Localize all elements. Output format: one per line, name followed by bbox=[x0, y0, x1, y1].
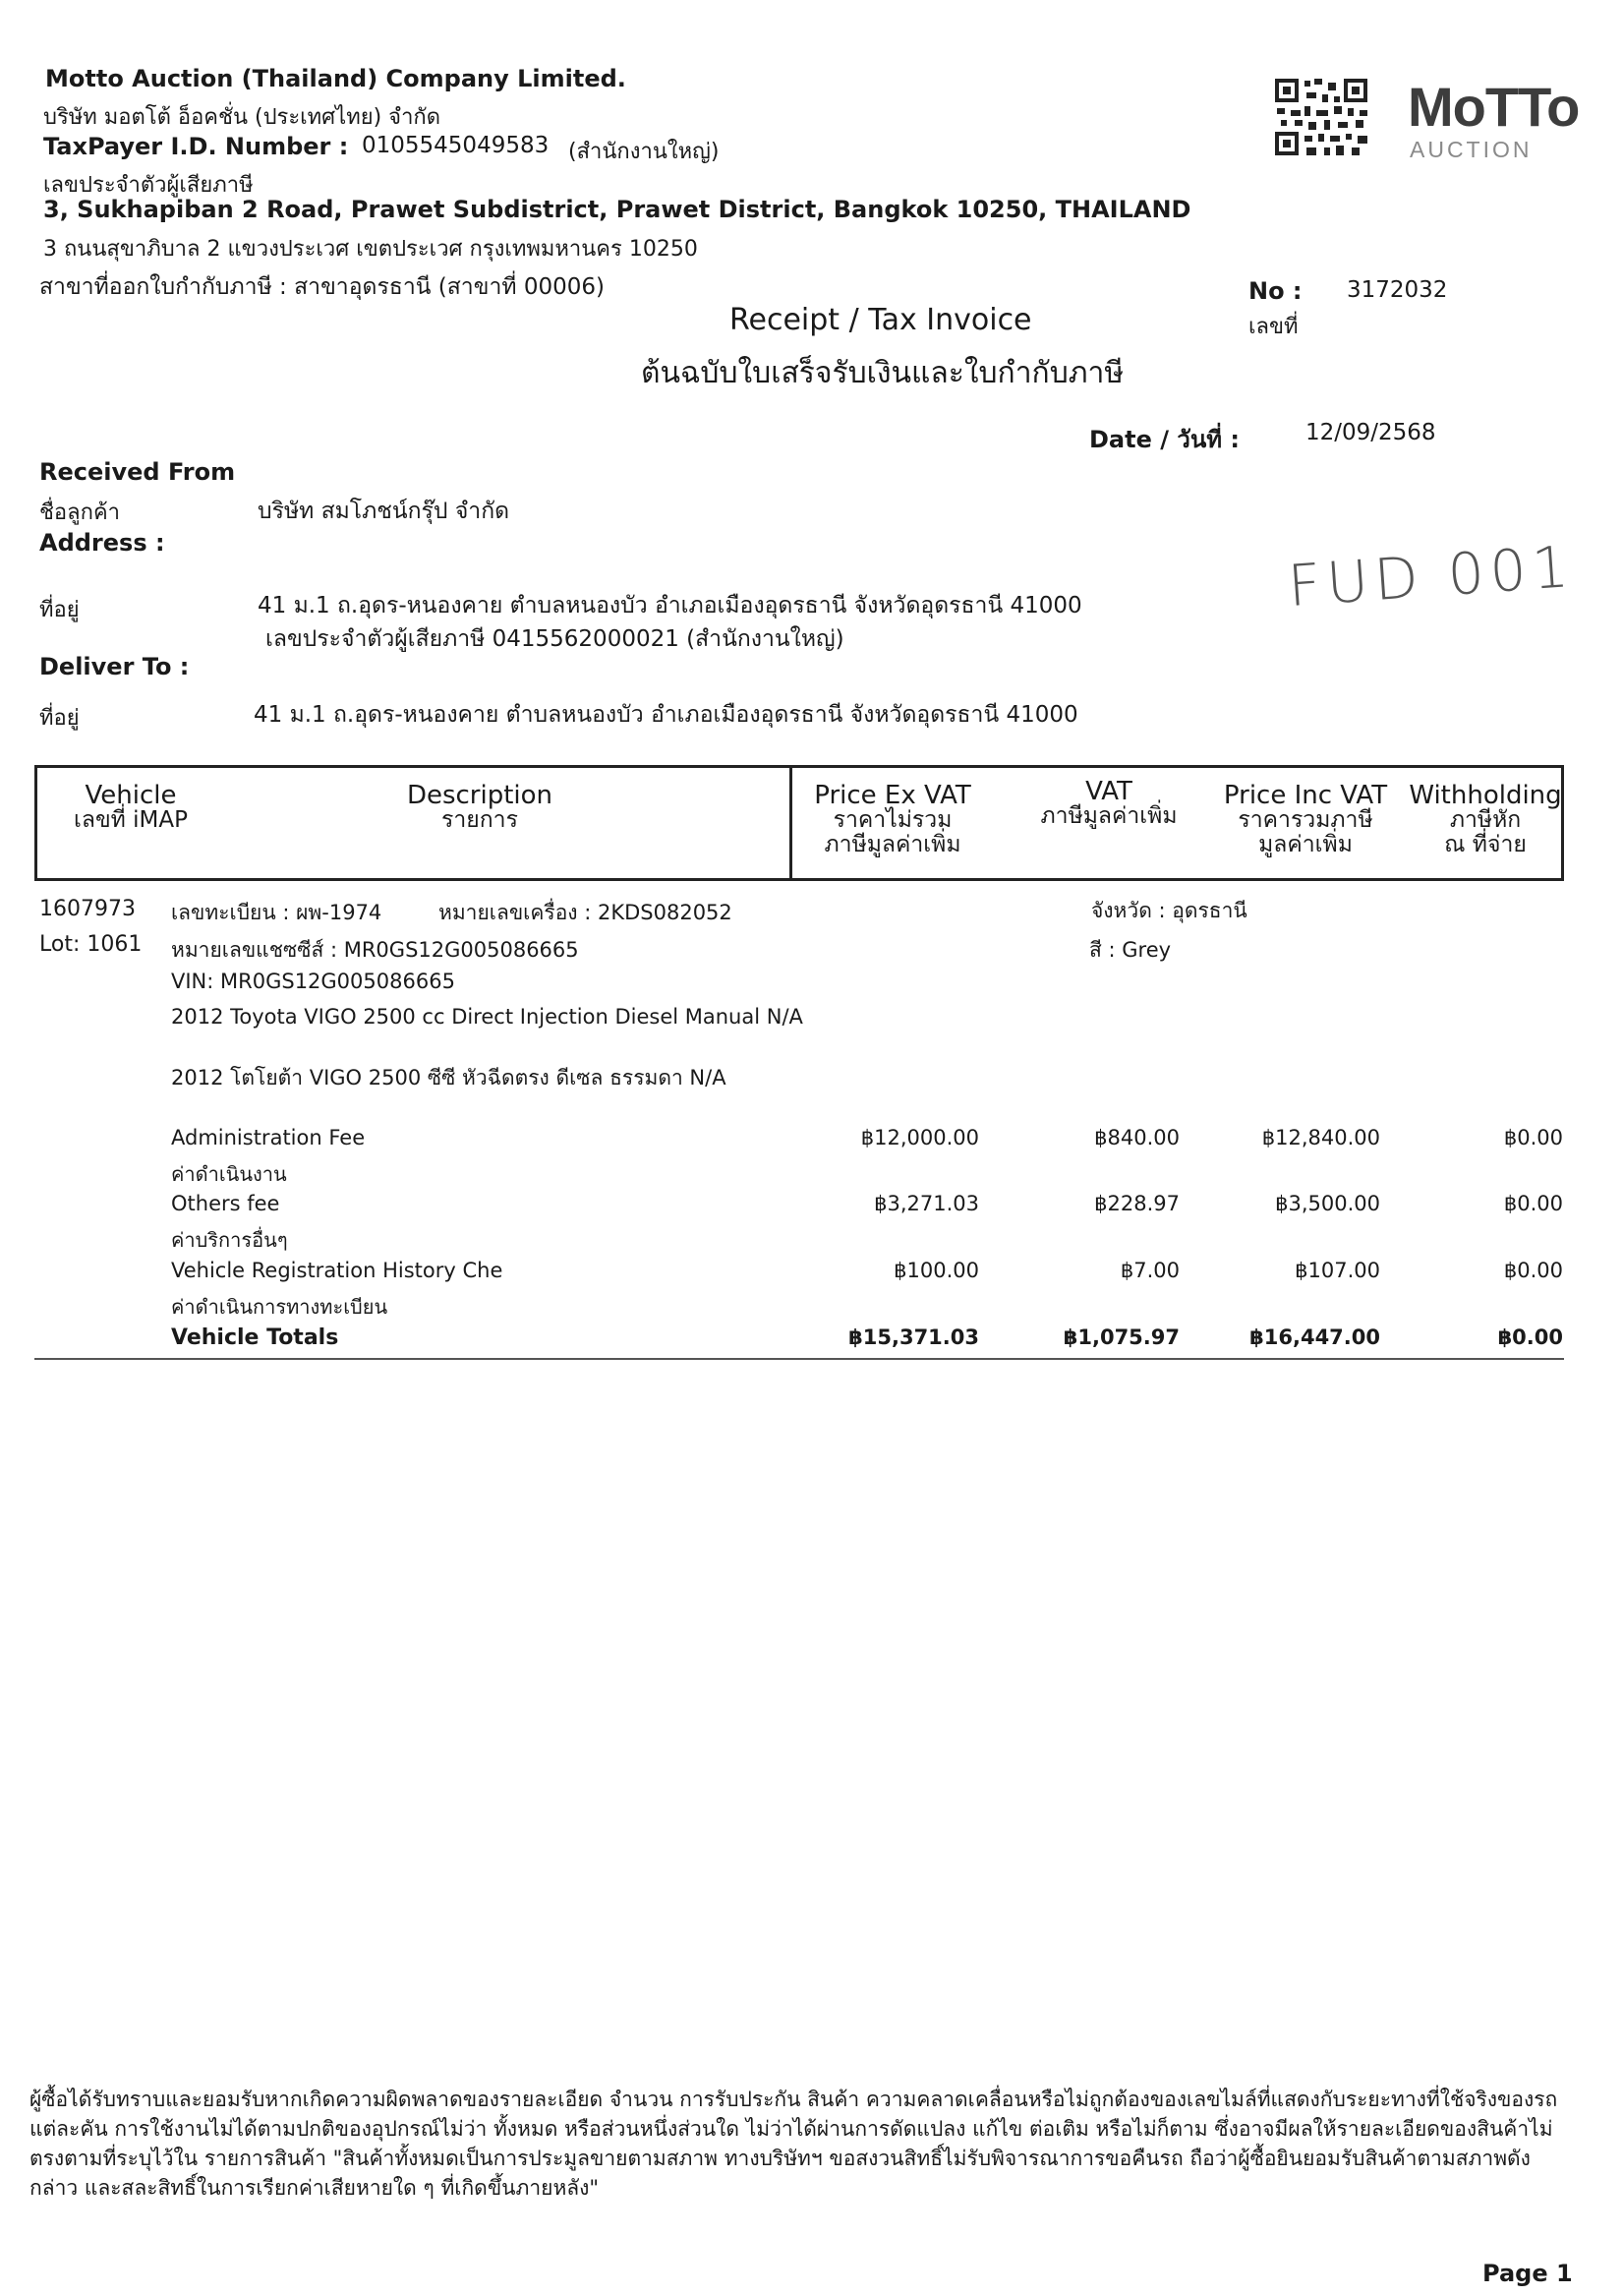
item-inc-vat: ฿12,840.00 bbox=[1261, 1126, 1380, 1149]
totals-inc-vat: ฿16,447.00 bbox=[1249, 1325, 1380, 1349]
taxpayer-id: 0105545049583 bbox=[362, 133, 550, 158]
vehicle-desc-en: 2012 Toyota VIGO 2500 cc Direct Injection Diesel Manual N/A bbox=[171, 1005, 803, 1029]
document-title-th: ต้นฉบับใบเสร็จรับเงินและใบกำกับภาษี bbox=[641, 356, 1125, 390]
col-vat: VAT ภาษีมูลค่าเพิ่ม bbox=[1040, 777, 1178, 829]
page-number: Page 1 bbox=[1482, 2260, 1573, 2287]
totals-divider bbox=[34, 1358, 1564, 1360]
totals-withholding: ฿0.00 bbox=[1497, 1325, 1563, 1349]
company-address-en: 3, Sukhapiban 2 Road, Prawet Subdistrict, Prawet District, Bangkok 10250, THAILAND bbox=[43, 196, 1191, 223]
vehicle-imap: 1607973 bbox=[39, 897, 136, 921]
vehicle-color: สี : Grey bbox=[1089, 938, 1172, 962]
item-name-th: ค่าบริการอื่นๆ bbox=[171, 1228, 288, 1252]
col-withholding: Withholding ภาษีหัก ณ ที่จ่าย bbox=[1409, 781, 1562, 857]
item-name: Administration Fee bbox=[171, 1126, 366, 1149]
col-vehicle: Vehicle เลขที่ iMAP bbox=[74, 781, 188, 833]
customer-address: 41 ม.1 ถ.อุดร-หนองคาย ตำบลหนองบัว อำเภอเมืองอุดรธานี จังหวัดอุดรธานี 41000 bbox=[258, 593, 1082, 618]
totals-vat: ฿1,075.97 bbox=[1063, 1325, 1180, 1349]
date-label: Date / วันที่ : bbox=[1089, 426, 1240, 453]
item-name-th: ค่าดำเนินการทางทะเบียน bbox=[171, 1295, 388, 1319]
motto-logo-sub: AUCTION bbox=[1410, 137, 1533, 162]
received-from-label: Received From bbox=[39, 458, 236, 486]
company-name-th: บริษัท มอตโต้ อ็อคชั่น (ประเทศไทย) จำกัด bbox=[43, 105, 441, 130]
doc-no-label: No : bbox=[1248, 277, 1303, 305]
item-name: Vehicle Registration History Che bbox=[171, 1259, 503, 1282]
customer-name: บริษัท สมโภชน์กรุ๊ป จำกัด bbox=[258, 499, 510, 524]
customer-tax-id: เลขประจำตัวผู้เสียภาษี 0415562000021 (สำนักงานใหญ่) bbox=[265, 626, 844, 652]
company-name-en: Motto Auction (Thailand) Company Limited. bbox=[45, 65, 626, 92]
vehicle-province: จังหวัด : อุดรธานี bbox=[1091, 899, 1247, 922]
item-withholding: ฿0.00 bbox=[1503, 1259, 1563, 1282]
motto-logo: MoTTo bbox=[1408, 76, 1580, 138]
item-vat: ฿228.97 bbox=[1094, 1192, 1180, 1215]
totals-label: Vehicle Totals bbox=[171, 1325, 339, 1350]
item-inc-vat: ฿107.00 bbox=[1295, 1259, 1380, 1282]
item-name-th: ค่าดำเนินงาน bbox=[171, 1162, 287, 1186]
item-withholding: ฿0.00 bbox=[1503, 1126, 1563, 1149]
item-ex-vat: ฿3,271.03 bbox=[874, 1192, 979, 1215]
deliver-address: 41 ม.1 ถ.อุดร-หนองคาย ตำบลหนองบัว อำเภอเมืองอุดรธานี จังหวัดอุดรธานี 41000 bbox=[254, 702, 1078, 728]
doc-no-value: 3172032 bbox=[1347, 277, 1448, 303]
qr-code-icon bbox=[1273, 77, 1369, 157]
date-value: 12/09/2568 bbox=[1305, 420, 1436, 445]
deliver-to-label: Deliver To : bbox=[39, 653, 190, 680]
item-name: Others fee bbox=[171, 1192, 280, 1215]
vehicle-plate: เลขทะเบียน : ผพ-1974 bbox=[171, 901, 382, 924]
issuing-branch: สาขาที่ออกใบกำกับภาษี : สาขาอุดรธานี (สาขาที่ 00006) bbox=[39, 274, 605, 300]
doc-no-label-th: เลขที่ bbox=[1248, 315, 1299, 339]
vehicle-desc-th: 2012 โตโยต้า VIGO 2500 ซีซี หัวฉีดตรง ดีเซล ธรรมดา N/A bbox=[171, 1066, 726, 1089]
vehicle-engine: หมายเลขเครื่อง : 2KDS082052 bbox=[438, 901, 732, 924]
col-price-ex-vat: Price Ex VAT ราคาไม่รวม ภาษีมูลค่าเพิ่ม bbox=[814, 781, 971, 857]
vehicle-vin: VIN: MR0GS12G005086665 bbox=[171, 970, 455, 993]
customer-name-label: ชื่อลูกค้า bbox=[39, 500, 121, 525]
deliver-address-label: ที่อยู่ bbox=[39, 706, 80, 731]
item-inc-vat: ฿3,500.00 bbox=[1275, 1192, 1380, 1215]
taxpayer-branch: (สำนักงานใหญ่) bbox=[568, 140, 720, 164]
col-description: Description รายการ bbox=[406, 781, 553, 833]
taxpayer-label-th: เลขประจำตัวผู้เสียภาษี bbox=[43, 173, 254, 198]
col-price-inc-vat: Price Inc VAT ราคารวมภาษี มูลค่าเพิ่ม bbox=[1223, 781, 1388, 857]
table-header bbox=[34, 765, 1564, 881]
address-label-th: ที่อยู่ bbox=[39, 598, 80, 622]
totals-ex-vat: ฿15,371.03 bbox=[848, 1325, 979, 1349]
item-ex-vat: ฿12,000.00 bbox=[860, 1126, 979, 1149]
vehicle-lot: Lot: 1061 bbox=[39, 932, 143, 957]
company-address-th: 3 ถนนสุขาภิบาล 2 แขวงประเวศ เขตประเวศ กรุงเทพมหานคร 10250 bbox=[43, 237, 698, 262]
address-label: Address : bbox=[39, 529, 165, 557]
document-title: Receipt / Tax Invoice bbox=[729, 303, 1032, 337]
taxpayer-label: TaxPayer I.D. Number : bbox=[43, 133, 349, 160]
item-vat: ฿7.00 bbox=[1120, 1259, 1180, 1282]
item-withholding: ฿0.00 bbox=[1503, 1192, 1563, 1215]
item-vat: ฿840.00 bbox=[1094, 1126, 1180, 1149]
item-ex-vat: ฿100.00 bbox=[894, 1259, 979, 1282]
disclaimer: ผู้ซื้อได้รับทราบและยอมรับหากเกิดความผิดพลาดของรายละเอียด จำนวน การรับประกัน สินค้า ความคลาดเคลื่อนหรือไม่ถูกต้องของเลขไมล์ที่แสดงกับระยะทางที่ใช้จริงของรถแต่ละคัน การใช้งานไม่ได้ตามปกติของอุปกรณ์ไม่ว่า ทั้งหมด หรือส่วนหนึ่งส่วนใด ไม่ว่าได้ผ่านการดัดแปลง แก้ไข ต่อเติม หรือไม่ก็ตาม ซึ่งอาจมีผลให้รายละเอียดของสินค้าไม่ตรงตามที่ระบุไว้ใน รายการสินค้า "สินค้าทั้งหมดเป็นการประมูลขายตามสภาพ ทางบริษัทฯ ขอสงวนสิทธิ์ไม่รับพิจารณาการขอคืนรถ ถือว่าผู้ซื้อยินยอมรับสินค้าตามสภาพดังกล่าว และสละสิทธิ์ในการเรียกค่าเสียหายใด ๆ ที่เกิดขึ้นภายหลัง" bbox=[29, 2088, 1558, 2200]
vehicle-chassis: หมายเลขแชซซีส์ : MR0GS12G005086665 bbox=[171, 938, 579, 962]
handwritten-note: FUD 001 bbox=[1285, 532, 1577, 620]
